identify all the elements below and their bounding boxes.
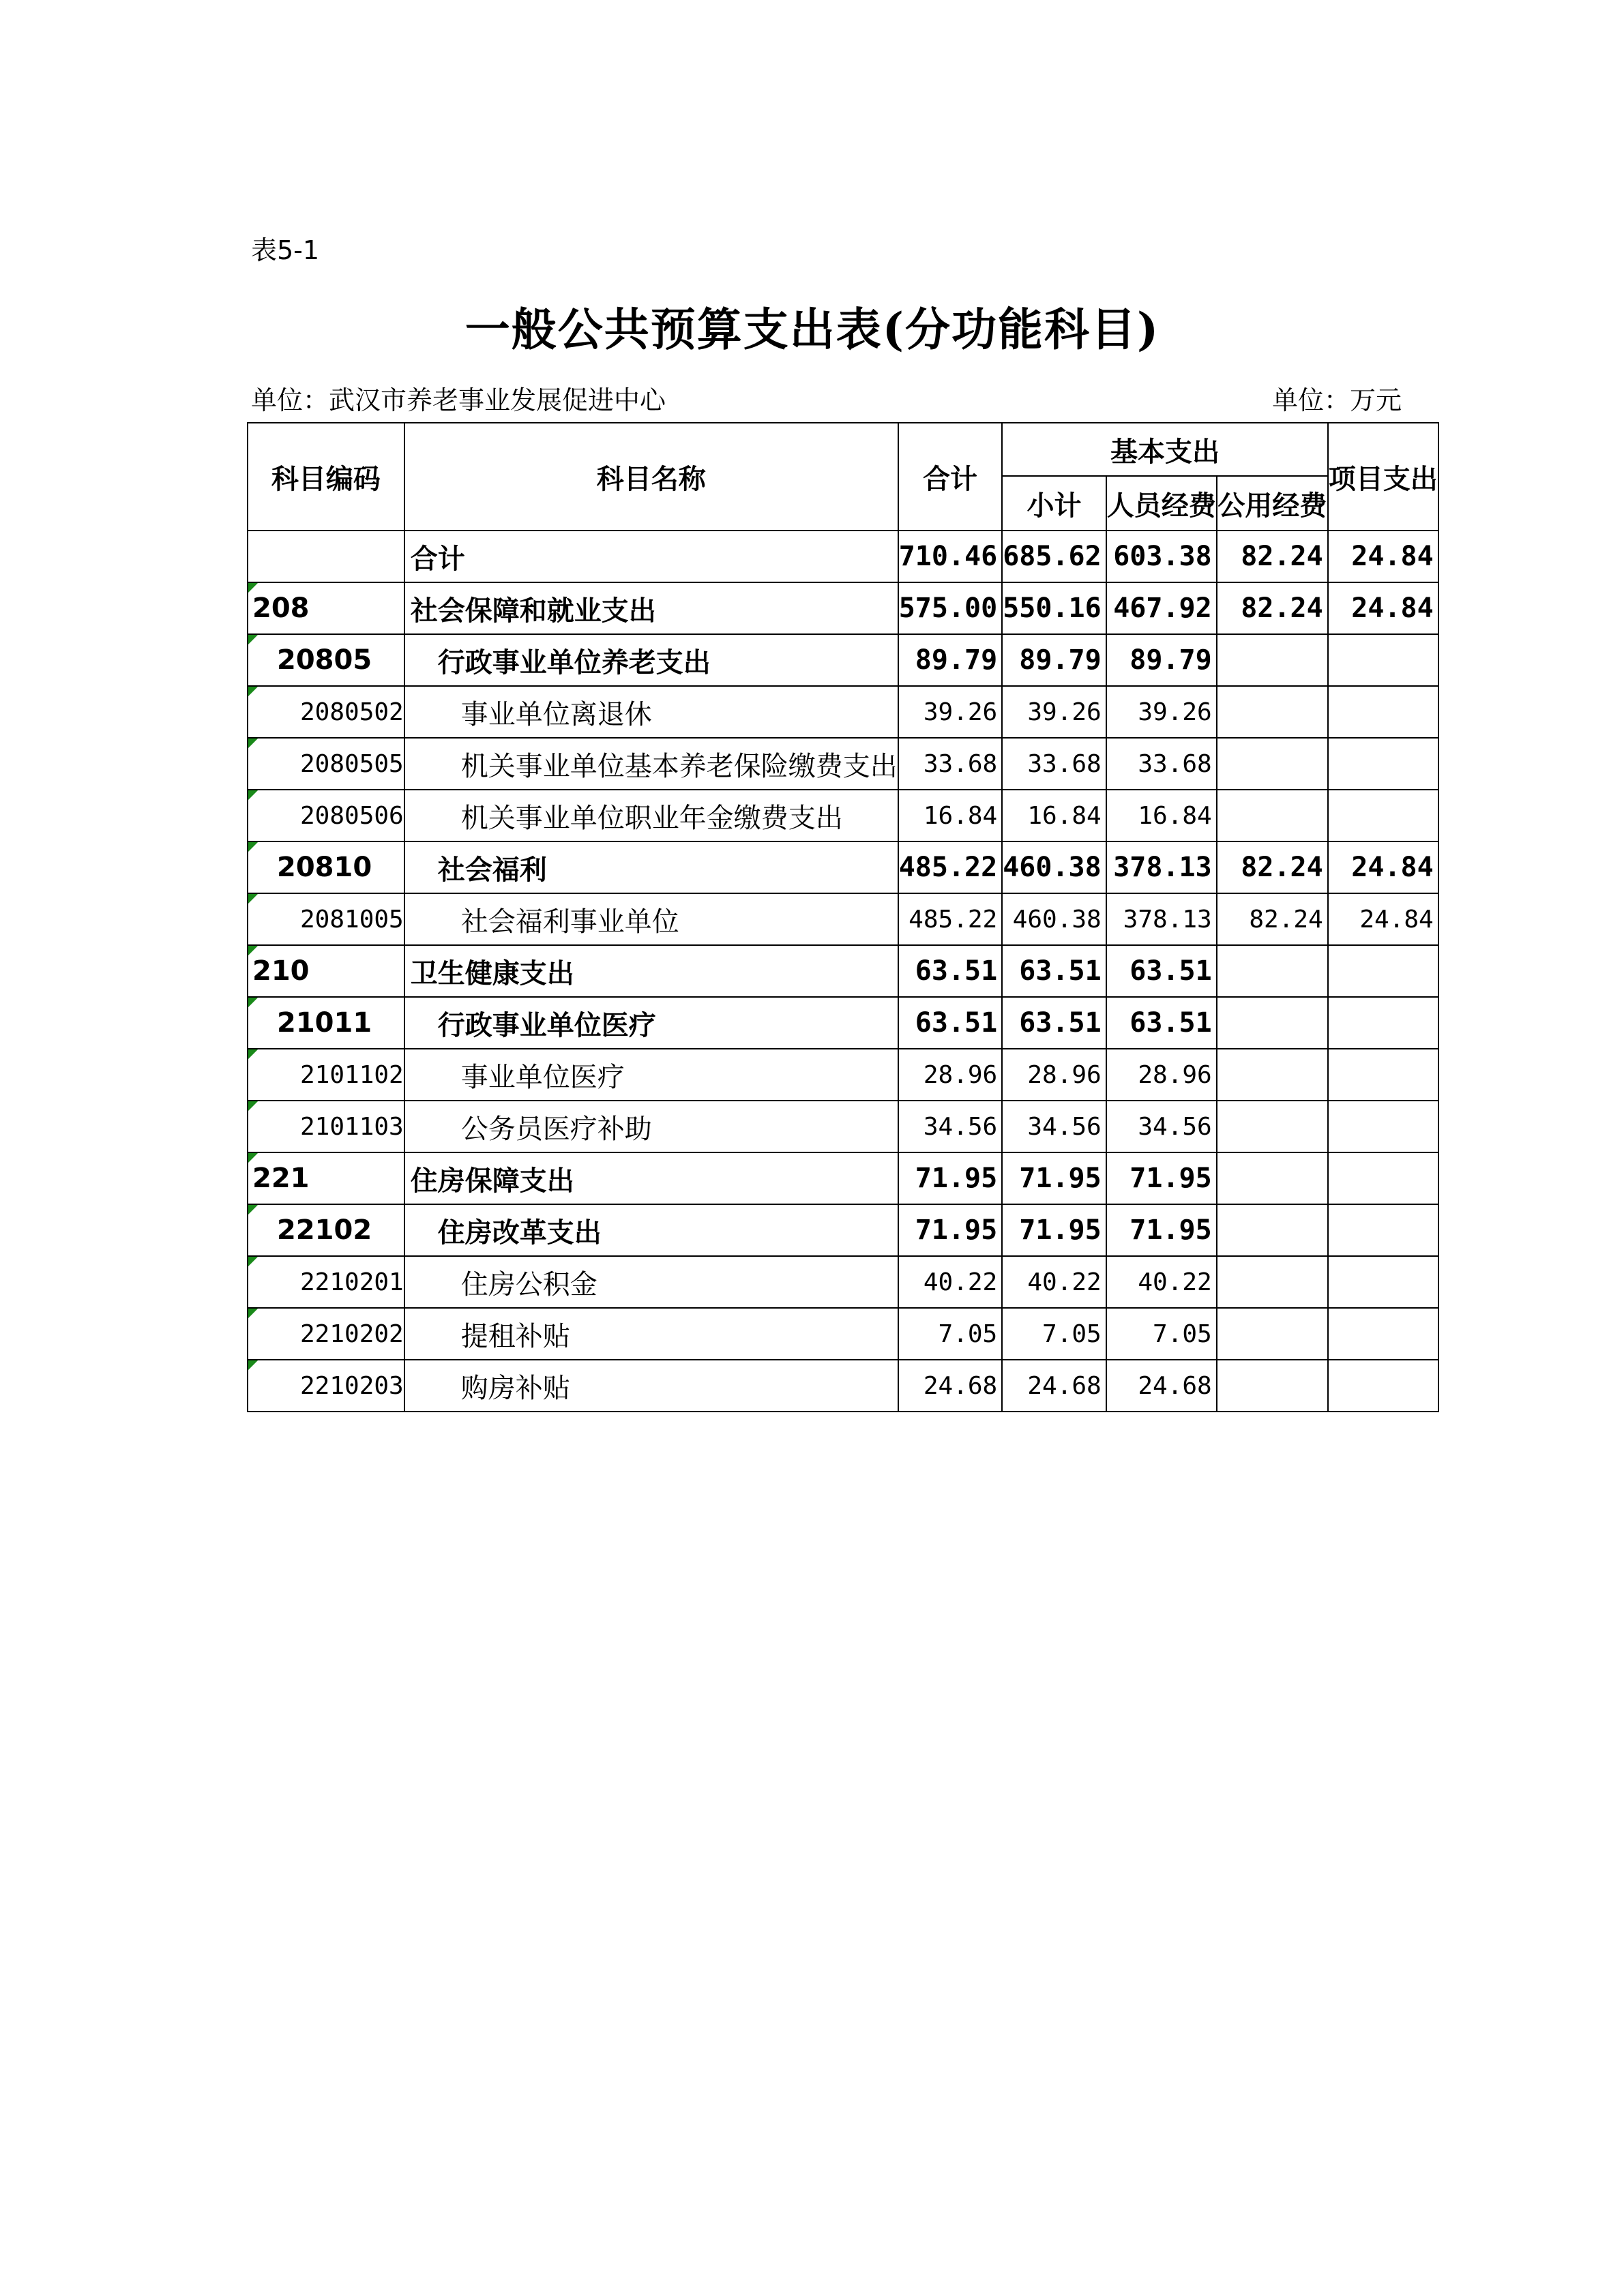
header-total: 合计	[898, 423, 1003, 531]
table-row	[248, 686, 1438, 738]
cell-code	[248, 841, 404, 893]
table-row	[248, 1308, 1438, 1360]
cell-personnel: 603.38	[1106, 531, 1217, 582]
cell-name: 行政事业单位养老支出	[404, 634, 898, 686]
cell-name: 事业单位医疗	[404, 1049, 898, 1101]
cell-public	[1217, 738, 1328, 790]
table-row	[248, 790, 1438, 841]
page-title: 一般公共预算支出表(分功能科目)	[464, 303, 1160, 356]
cell-subtotal: 63.51	[1002, 945, 1106, 997]
cell-total: 71.95	[898, 1152, 1003, 1204]
cell-subtotal: 28.96	[1002, 1049, 1106, 1101]
table-row	[248, 1256, 1438, 1308]
cell-public	[1217, 1360, 1328, 1412]
table-row	[248, 1360, 1438, 1412]
cell-personnel: 28.96	[1106, 1049, 1217, 1101]
cell-code	[248, 1101, 404, 1152]
cell-personnel: 7.05	[1106, 1308, 1217, 1360]
table-row	[248, 582, 1438, 634]
text-number-flag-icon	[248, 1101, 258, 1111]
cell-public	[1217, 1049, 1328, 1101]
cell-code	[248, 997, 404, 1049]
table-row	[248, 945, 1438, 997]
cell-project: 24.84	[1328, 531, 1438, 582]
cell-name: 机关事业单位基本养老保险缴费支出	[404, 738, 898, 790]
header-subtotal: 小计	[1002, 476, 1106, 531]
cell-project	[1328, 1204, 1438, 1256]
cell-total: 710.46	[898, 531, 1003, 582]
cell-code	[248, 582, 404, 634]
header-basic: 基本支出	[1002, 423, 1328, 476]
cell-public	[1217, 1256, 1328, 1308]
cell-code	[248, 1308, 404, 1360]
text-number-flag-icon	[248, 998, 258, 1007]
cell-personnel: 33.68	[1106, 738, 1217, 790]
cell-total: 34.56	[898, 1101, 1003, 1152]
cell-project	[1328, 1049, 1438, 1101]
text-number-flag-icon	[248, 1153, 258, 1163]
cell-subtotal: 63.51	[1002, 997, 1106, 1049]
cell-code	[248, 1204, 404, 1256]
code-text: 2080505	[300, 749, 404, 778]
cell-personnel: 39.26	[1106, 686, 1217, 738]
cell-code	[248, 945, 404, 997]
table-row	[248, 1049, 1438, 1101]
cell-name: 提租补贴	[404, 1308, 898, 1360]
cell-total: 485.22	[898, 893, 1003, 945]
cell-total: 485.22	[898, 841, 1003, 893]
cell-subtotal: 40.22	[1002, 1256, 1106, 1308]
cell-public	[1217, 945, 1328, 997]
code-text: 21011	[277, 1007, 372, 1039]
cell-personnel: 378.13	[1106, 841, 1217, 893]
cell-name: 合计	[404, 531, 898, 582]
table-row	[248, 1152, 1438, 1204]
cell-total: 39.26	[898, 686, 1003, 738]
unit-currency: 单位：万元	[1272, 385, 1402, 415]
cell-name: 行政事业单位医疗	[404, 997, 898, 1049]
cell-name: 住房保障支出	[404, 1152, 898, 1204]
cell-project	[1328, 1101, 1438, 1152]
text-number-flag-icon	[248, 842, 258, 852]
cell-subtotal: 7.05	[1002, 1308, 1106, 1360]
cell-public: 82.24	[1217, 841, 1328, 893]
cell-code	[248, 1049, 404, 1101]
cell-name: 机关事业单位职业年金缴费支出	[404, 790, 898, 841]
header-public: 公用经费	[1217, 476, 1328, 531]
header-personnel: 人员经费	[1106, 476, 1217, 531]
cell-name: 社会福利	[404, 841, 898, 893]
cell-project: 24.84	[1328, 893, 1438, 945]
cell-project: 24.84	[1328, 841, 1438, 893]
cell-code	[248, 686, 404, 738]
cell-public: 82.24	[1217, 531, 1328, 582]
cell-total: 7.05	[898, 1308, 1003, 1360]
cell-public	[1217, 1101, 1328, 1152]
cell-personnel: 71.95	[1106, 1152, 1217, 1204]
cell-personnel: 24.68	[1106, 1360, 1217, 1412]
cell-name: 卫生健康支出	[404, 945, 898, 997]
cell-personnel: 89.79	[1106, 634, 1217, 686]
table-row	[248, 1101, 1438, 1152]
code-text: 2080502	[300, 698, 404, 726]
cell-subtotal: 460.38	[1002, 841, 1106, 893]
cell-personnel: 71.95	[1106, 1204, 1217, 1256]
cell-public	[1217, 790, 1328, 841]
code-text: 2210203	[300, 1371, 404, 1400]
cell-total: 28.96	[898, 1049, 1003, 1101]
cell-code	[248, 738, 404, 790]
cell-total: 575.00	[898, 582, 1003, 634]
cell-code	[248, 1360, 404, 1412]
code-text: 20810	[277, 852, 372, 883]
text-number-flag-icon	[248, 635, 258, 644]
text-number-flag-icon	[248, 583, 258, 593]
cell-code	[248, 1152, 404, 1204]
cell-name: 事业单位离退休	[404, 686, 898, 738]
cell-public	[1217, 634, 1328, 686]
cell-subtotal: 16.84	[1002, 790, 1106, 841]
cell-project	[1328, 634, 1438, 686]
code-text: 2210201	[300, 1268, 404, 1296]
cell-project	[1328, 945, 1438, 997]
cell-code	[248, 1256, 404, 1308]
text-number-flag-icon	[248, 894, 258, 904]
cell-public	[1217, 1308, 1328, 1360]
text-number-flag-icon	[248, 1049, 258, 1059]
cell-project	[1328, 1152, 1438, 1204]
table-row	[248, 634, 1438, 686]
cell-code	[248, 634, 404, 686]
text-number-flag-icon	[248, 1309, 258, 1318]
cell-project	[1328, 1308, 1438, 1360]
code-text: 208	[252, 593, 310, 624]
cell-code	[248, 790, 404, 841]
cell-public	[1217, 997, 1328, 1049]
header-code: 科目编码	[248, 423, 404, 531]
cell-personnel: 34.56	[1106, 1101, 1217, 1152]
table-body	[248, 531, 1438, 1412]
code-text: 22102	[277, 1214, 372, 1246]
cell-total: 40.22	[898, 1256, 1003, 1308]
table-row	[248, 531, 1438, 582]
cell-code	[248, 531, 404, 582]
code-text: 2081005	[300, 905, 404, 934]
cell-name: 社会福利事业单位	[404, 893, 898, 945]
cell-public: 82.24	[1217, 582, 1328, 634]
cell-subtotal: 71.95	[1002, 1204, 1106, 1256]
code-text: 2101103	[300, 1112, 404, 1141]
code-text: 210	[252, 955, 310, 987]
code-text: 2080506	[300, 801, 404, 830]
table-row	[248, 1204, 1438, 1256]
cell-subtotal: 34.56	[1002, 1101, 1106, 1152]
cell-public	[1217, 1152, 1328, 1204]
cell-name: 购房补贴	[404, 1360, 898, 1412]
table-row	[248, 841, 1438, 893]
cell-code	[248, 893, 404, 945]
cell-subtotal: 33.68	[1002, 738, 1106, 790]
cell-project	[1328, 997, 1438, 1049]
table-number: 表5-1	[251, 235, 320, 265]
cell-personnel: 467.92	[1106, 582, 1217, 634]
cell-total: 63.51	[898, 997, 1003, 1049]
cell-total: 24.68	[898, 1360, 1003, 1412]
cell-subtotal: 550.16	[1002, 582, 1106, 634]
cell-public	[1217, 686, 1328, 738]
cell-public: 82.24	[1217, 893, 1328, 945]
budget-table	[247, 422, 1439, 1412]
cell-personnel: 40.22	[1106, 1256, 1217, 1308]
cell-name: 公务员医疗补助	[404, 1101, 898, 1152]
table-row	[248, 738, 1438, 790]
cell-total: 63.51	[898, 945, 1003, 997]
unit-organization: 单位：武汉市养老事业发展促进中心	[251, 385, 666, 415]
code-text: 221	[252, 1163, 310, 1194]
cell-personnel: 16.84	[1106, 790, 1217, 841]
text-number-flag-icon	[248, 946, 258, 955]
cell-project	[1328, 686, 1438, 738]
cell-project: 24.84	[1328, 582, 1438, 634]
code-text: 20805	[277, 644, 372, 676]
cell-subtotal: 89.79	[1002, 634, 1106, 686]
cell-project	[1328, 1360, 1438, 1412]
cell-total: 71.95	[898, 1204, 1003, 1256]
cell-subtotal: 24.68	[1002, 1360, 1106, 1412]
cell-name: 住房公积金	[404, 1256, 898, 1308]
code-text: 2101102	[300, 1060, 404, 1089]
text-number-flag-icon	[248, 790, 258, 800]
cell-public	[1217, 1204, 1328, 1256]
cell-total: 89.79	[898, 634, 1003, 686]
text-number-flag-icon	[248, 739, 258, 748]
table-row	[248, 997, 1438, 1049]
cell-name: 住房改革支出	[404, 1204, 898, 1256]
cell-subtotal: 460.38	[1002, 893, 1106, 945]
text-number-flag-icon	[248, 1360, 258, 1370]
header-name: 科目名称	[404, 423, 898, 531]
code-text: 2210202	[300, 1320, 404, 1348]
cell-name: 社会保障和就业支出	[404, 582, 898, 634]
cell-project	[1328, 790, 1438, 841]
cell-project	[1328, 738, 1438, 790]
text-number-flag-icon	[248, 1257, 258, 1266]
table-row	[248, 893, 1438, 945]
header-project: 项目支出	[1328, 423, 1438, 531]
cell-personnel: 63.51	[1106, 997, 1217, 1049]
text-number-flag-icon	[248, 1205, 258, 1214]
cell-personnel: 63.51	[1106, 945, 1217, 997]
cell-subtotal: 39.26	[1002, 686, 1106, 738]
cell-personnel: 378.13	[1106, 893, 1217, 945]
text-number-flag-icon	[248, 687, 258, 696]
cell-subtotal: 71.95	[1002, 1152, 1106, 1204]
cell-subtotal: 685.62	[1002, 531, 1106, 582]
cell-project	[1328, 1256, 1438, 1308]
cell-total: 33.68	[898, 738, 1003, 790]
cell-total: 16.84	[898, 790, 1003, 841]
